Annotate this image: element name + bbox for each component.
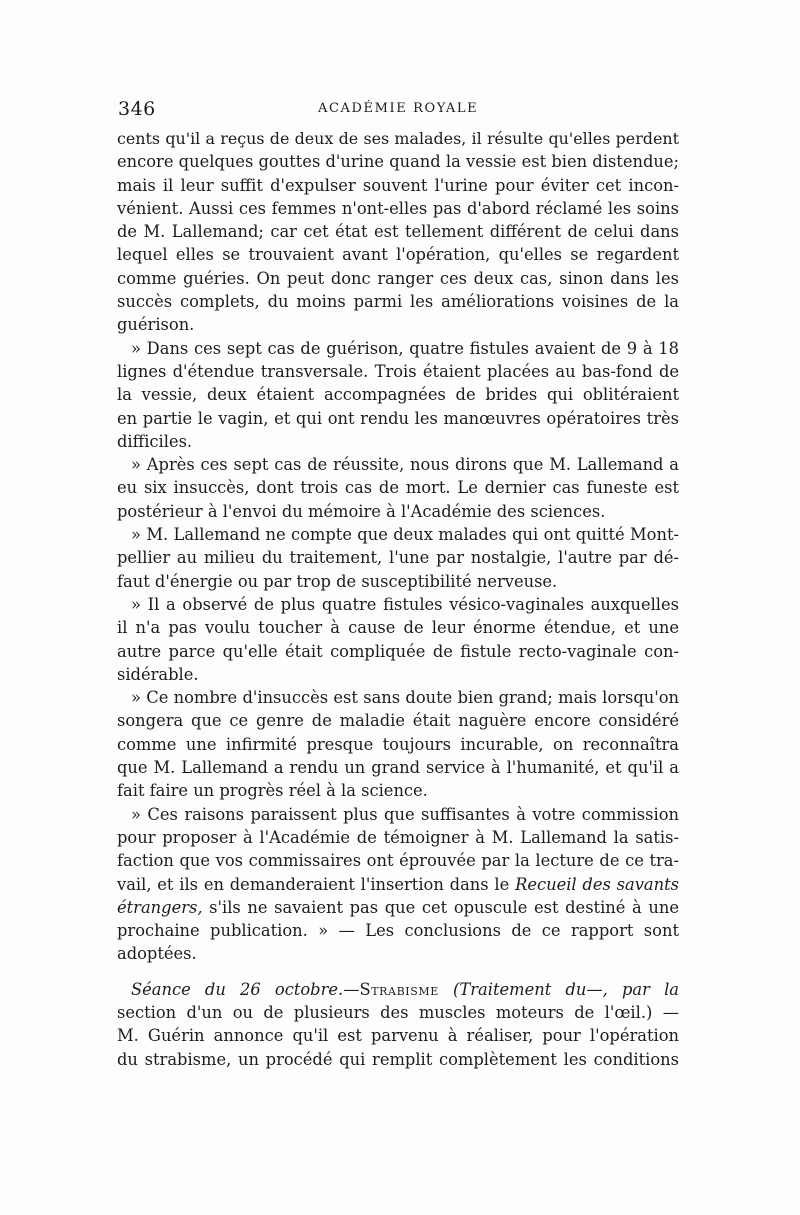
text-line: postérieur à l'envoi du mémoire à l'Académie des sciences. bbox=[117, 501, 606, 521]
text-line: autre parce qu'elle était compliquée de fistule recto-vaginale con- bbox=[117, 641, 679, 661]
text-line: songera que ce genre de maladie était naguère encore considéré bbox=[117, 711, 679, 731]
body-text bbox=[117, 127, 679, 1071]
text-line bbox=[117, 873, 679, 896]
text-line: » Dans ces sept cas de guérison, quatre fistules avaient de 9 à 18 bbox=[131, 338, 679, 358]
text-line: de M. Lallemand; car cet état est tellement différent de celui dans bbox=[117, 222, 679, 242]
text-line: que M. Lallemand a rendu un grand service à l'humanité, et qu'il a bbox=[117, 758, 679, 778]
text-line: comme guéries. On peut donc ranger ces deux cas, sinon dans les bbox=[117, 268, 679, 288]
text-line: mais il leur suffit d'expulser souvent l'urine pour éviter cet incon- bbox=[117, 175, 679, 195]
subject-detail: (Traitement du—, par la bbox=[453, 979, 679, 999]
subject-heading: Strabisme bbox=[359, 979, 439, 999]
text-line: fait faire un progrès réel à la science. bbox=[117, 781, 428, 801]
text-line: section d'un ou de plusieurs des muscles moteurs de l'œil.) — bbox=[117, 1002, 679, 1022]
text-line: » Après ces sept cas de réussite, nous dirons que M. Lallemand a bbox=[131, 455, 679, 475]
text-line: succès complets, du moins parmi les améliorations voisines de la bbox=[117, 292, 679, 312]
text-line: » Il a observé de plus quatre fistules vésico-vaginales auxquelles bbox=[131, 594, 679, 614]
text-line: adoptées. bbox=[117, 944, 197, 964]
italic-title: Recueil des savants bbox=[515, 874, 679, 894]
text-line: eu six insuccès, dont trois cas de mort. Le dernier cas funeste est bbox=[117, 478, 679, 498]
text-line: il n'a pas voulu toucher à cause de leur énorme étendue, et une bbox=[117, 618, 679, 638]
text-line: du strabisme, un procédé qui remplit complètement les conditions bbox=[117, 1049, 679, 1069]
text-line: difficiles. bbox=[117, 431, 193, 451]
text-line: sidérable. bbox=[117, 664, 199, 684]
text-line: » Ce nombre d'insuccès est sans doute bien grand; mais lorsqu'on bbox=[131, 688, 679, 708]
text-line: guérison. bbox=[117, 315, 195, 335]
text-line: » Ces raisons paraissent plus que suffisantes à votre commission bbox=[131, 804, 679, 824]
text-line: prochaine publication. » — Les conclusions de ce rapport sont bbox=[117, 921, 679, 941]
dash: — bbox=[343, 979, 360, 999]
text-line: cents qu'il a reçus de deux de ses malades, il résulte qu'elles perdent bbox=[117, 129, 679, 148]
text-line: la vessie, deux étaient accompagnées de brides qui oblitéraient bbox=[117, 385, 679, 405]
text-line-end: s'ils ne savaient pas que cet opuscule est destiné à une bbox=[209, 897, 679, 917]
text-line: encore quelques gouttes d'urine quand la vessie est bien distendue; bbox=[117, 152, 679, 172]
text-line: pellier au milieu du traitement, l'une par nostalgie, l'autre par dé- bbox=[117, 548, 679, 568]
page-header bbox=[118, 98, 680, 124]
text-line: lignes d'étendue transversale. Trois étaient placées au bas-fond de bbox=[117, 361, 679, 381]
text-line-start: vail, et ils en demanderaient l'insertion dans le bbox=[117, 874, 510, 894]
text-line bbox=[117, 896, 679, 919]
running-head: ACADÉMIE ROYALE bbox=[318, 101, 479, 116]
text-line: en partie le vagin, et qui ont rendu les manœuvres opératoires très bbox=[117, 408, 679, 428]
text-line: M. Guérin annonce qu'il est parvenu à réaliser, pour l'opération bbox=[117, 1026, 679, 1046]
section-gap bbox=[117, 966, 679, 978]
text-line: lequel elles se trouvaient avant l'opération, qu'elles se regardent bbox=[117, 245, 679, 265]
page-number: 346 bbox=[118, 98, 156, 120]
text-line: faction que vos commissaires ont éprouvée par la lecture de ce tra- bbox=[117, 851, 679, 871]
session-heading bbox=[117, 978, 679, 1001]
text-line: faut d'énergie ou par trop de susceptibilité nerveuse. bbox=[117, 571, 558, 591]
italic-title: étrangers, bbox=[117, 897, 203, 917]
text-line: » M. Lallemand ne compte que deux malades qui ont quitté Mont- bbox=[131, 525, 679, 545]
text-line: comme une infirmité presque toujours incurable, on reconnaîtra bbox=[117, 734, 679, 754]
text-line: pour proposer à l'Académie de témoigner à M. Lallemand la satis- bbox=[117, 827, 679, 847]
session-date: Séance du 26 octobre. bbox=[131, 979, 344, 999]
text-line: vénient. Aussi ces femmes n'ont-elles pas d'abord réclamé les soins bbox=[117, 198, 679, 218]
